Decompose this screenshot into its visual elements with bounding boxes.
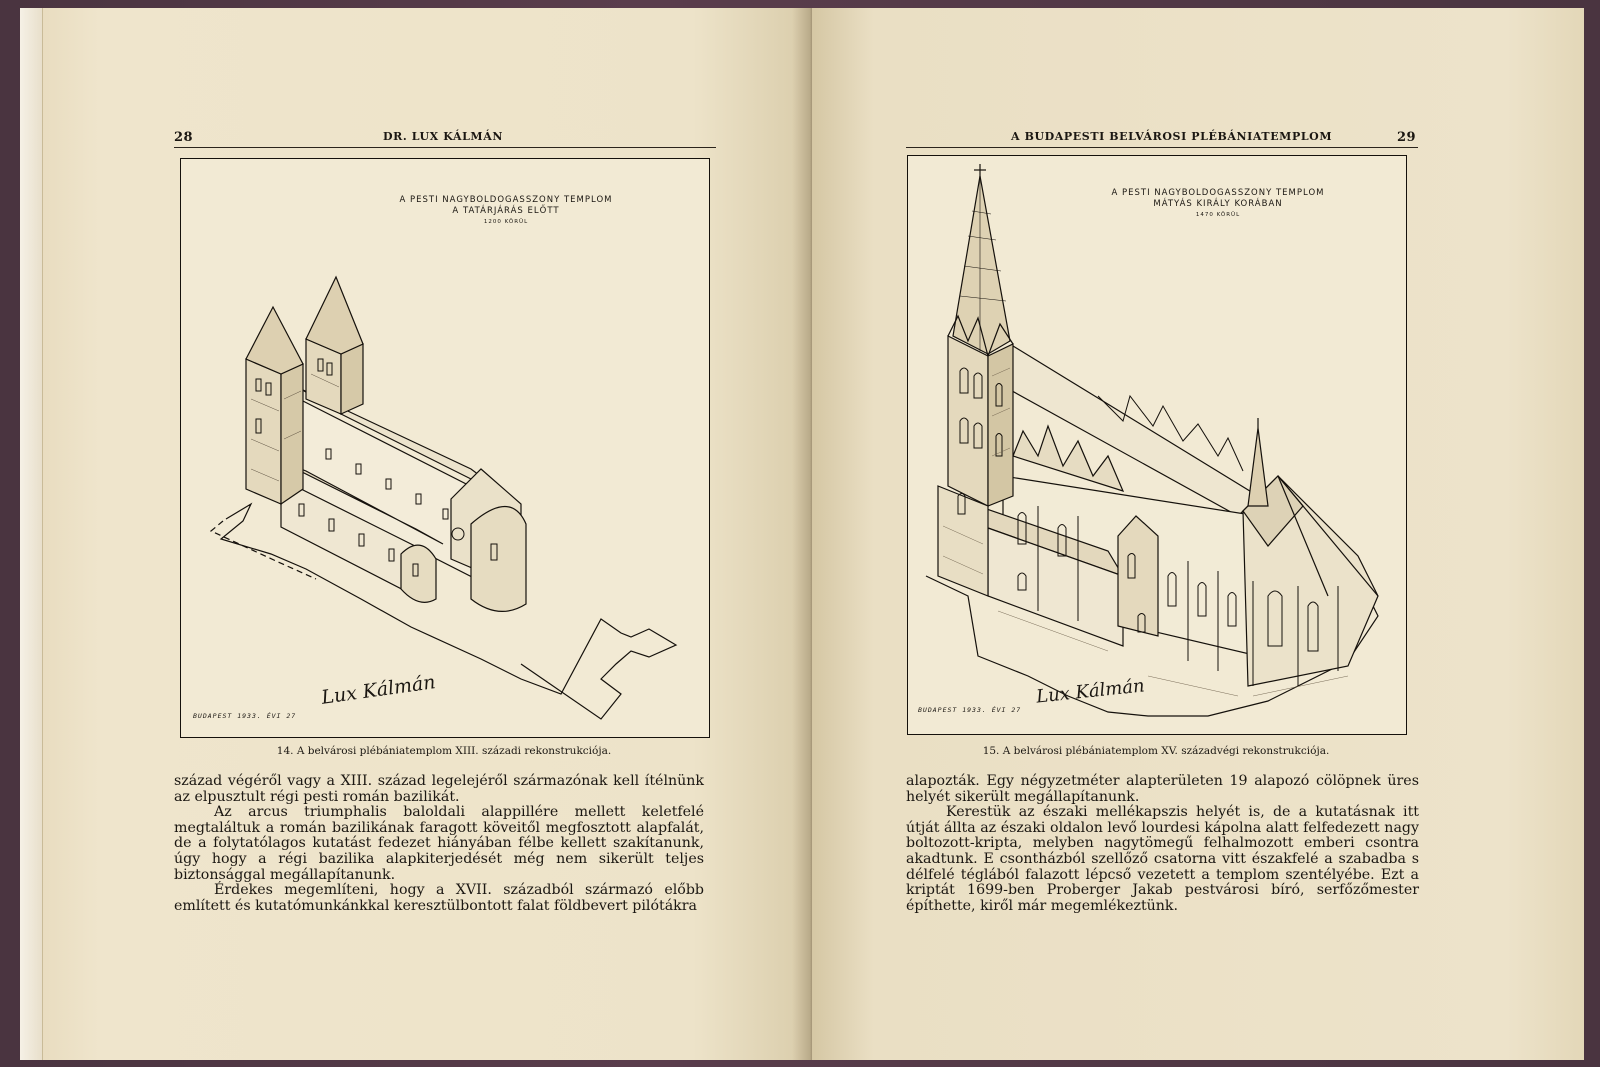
signature: Lux Kálmán bbox=[320, 671, 437, 709]
page-edge bbox=[20, 8, 43, 1060]
figure-15 bbox=[907, 155, 1407, 735]
page-number: 29 bbox=[1397, 130, 1417, 145]
body-text bbox=[174, 774, 704, 914]
drawing-place-date: BUDAPEST 1933. ÉVI 27 bbox=[918, 706, 1022, 714]
header-rule bbox=[906, 147, 1418, 148]
figure-14 bbox=[180, 158, 710, 738]
figure-caption: 15. A belvárosi plébániatemplom XV. századvégi rekonstrukciója. bbox=[982, 745, 1330, 757]
header-rule bbox=[174, 147, 716, 148]
figure-caption: 14. A belvárosi plébániatemplom XIII. századi rekonstrukciója. bbox=[276, 745, 612, 757]
page-number: 28 bbox=[174, 130, 194, 145]
running-head: A BUDAPESTI BELVÁROSI PLÉBÁNIATEMPLOM bbox=[1011, 130, 1333, 143]
paragraph: Az arcus triumphalis baloldali alappillére mellett keletfelé megtaláltuk a román bazilikának faragott köveitől megfosztott alapfalát, de a folytatólagos kutatást fedezet hiányában félbe kellett szakítanunk, úgy hogy a régi bazilika alapkiterjedését még nem sikerült teljes biztonsággal megállapítanunk. bbox=[174, 804, 704, 883]
paragraph: század végéről vagy a XIII. század legelejéről származónak kell ítélnünk az elpusztult régi pesti román bazilikát. bbox=[174, 773, 704, 805]
drawing-title: A PESTI NAGYBOLDOGASSZONY TEMPLOM A TATÁRJÁRÁS ELŐTT 1200 KÖRÜL bbox=[399, 195, 613, 225]
drawing-title: A PESTI NAGYBOLDOGASSZONY TEMPLOM MÁTYÁS KIRÁLY KORÁBAN 1470 KÖRÜL bbox=[1111, 188, 1325, 218]
paragraph: Érdekes megemlíteni, hogy a XVII. századból származó előbb említett és kutatómunkánkkal keresztülbontott falat földbevert pilótákra bbox=[174, 882, 704, 914]
paragraph: Kerestük az északi mellékapszis helyét is, de a kutatásnak itt útját állta az északi oldalon levő lourdesi kápolna alatt felfedezett nagy boltozott-kripta, melyben nagytömegű felhalmozott emberi csontra akadtunk. E csontházból szellőző csatorna vitt északfelé a szabadba s délfelé téglából falazott lépcső vezetett a templom szentélyébe. Ezt a kriptát 1699-ben Proberger Jakab pestvárosi bíró, serfőzőmester építhette, kiről már megemlékeztünk. bbox=[906, 804, 1419, 914]
right-page bbox=[812, 8, 1584, 1060]
signature: Lux Kálmán bbox=[1035, 675, 1146, 708]
body-text bbox=[906, 774, 1419, 914]
gothic-church-drawing bbox=[908, 156, 1406, 734]
left-page bbox=[20, 8, 812, 1060]
romanesque-basilica-drawing bbox=[181, 159, 709, 737]
drawing-place-date: BUDAPEST 1933. ÉVI 27 bbox=[193, 712, 297, 720]
paragraph: alapozták. Egy négyzetméter alapterületen 19 alapozó cölöpnek üres helyét sikerült megállapítanunk. bbox=[906, 773, 1419, 805]
running-head: DR. LUX KÁLMÁN bbox=[383, 130, 503, 143]
